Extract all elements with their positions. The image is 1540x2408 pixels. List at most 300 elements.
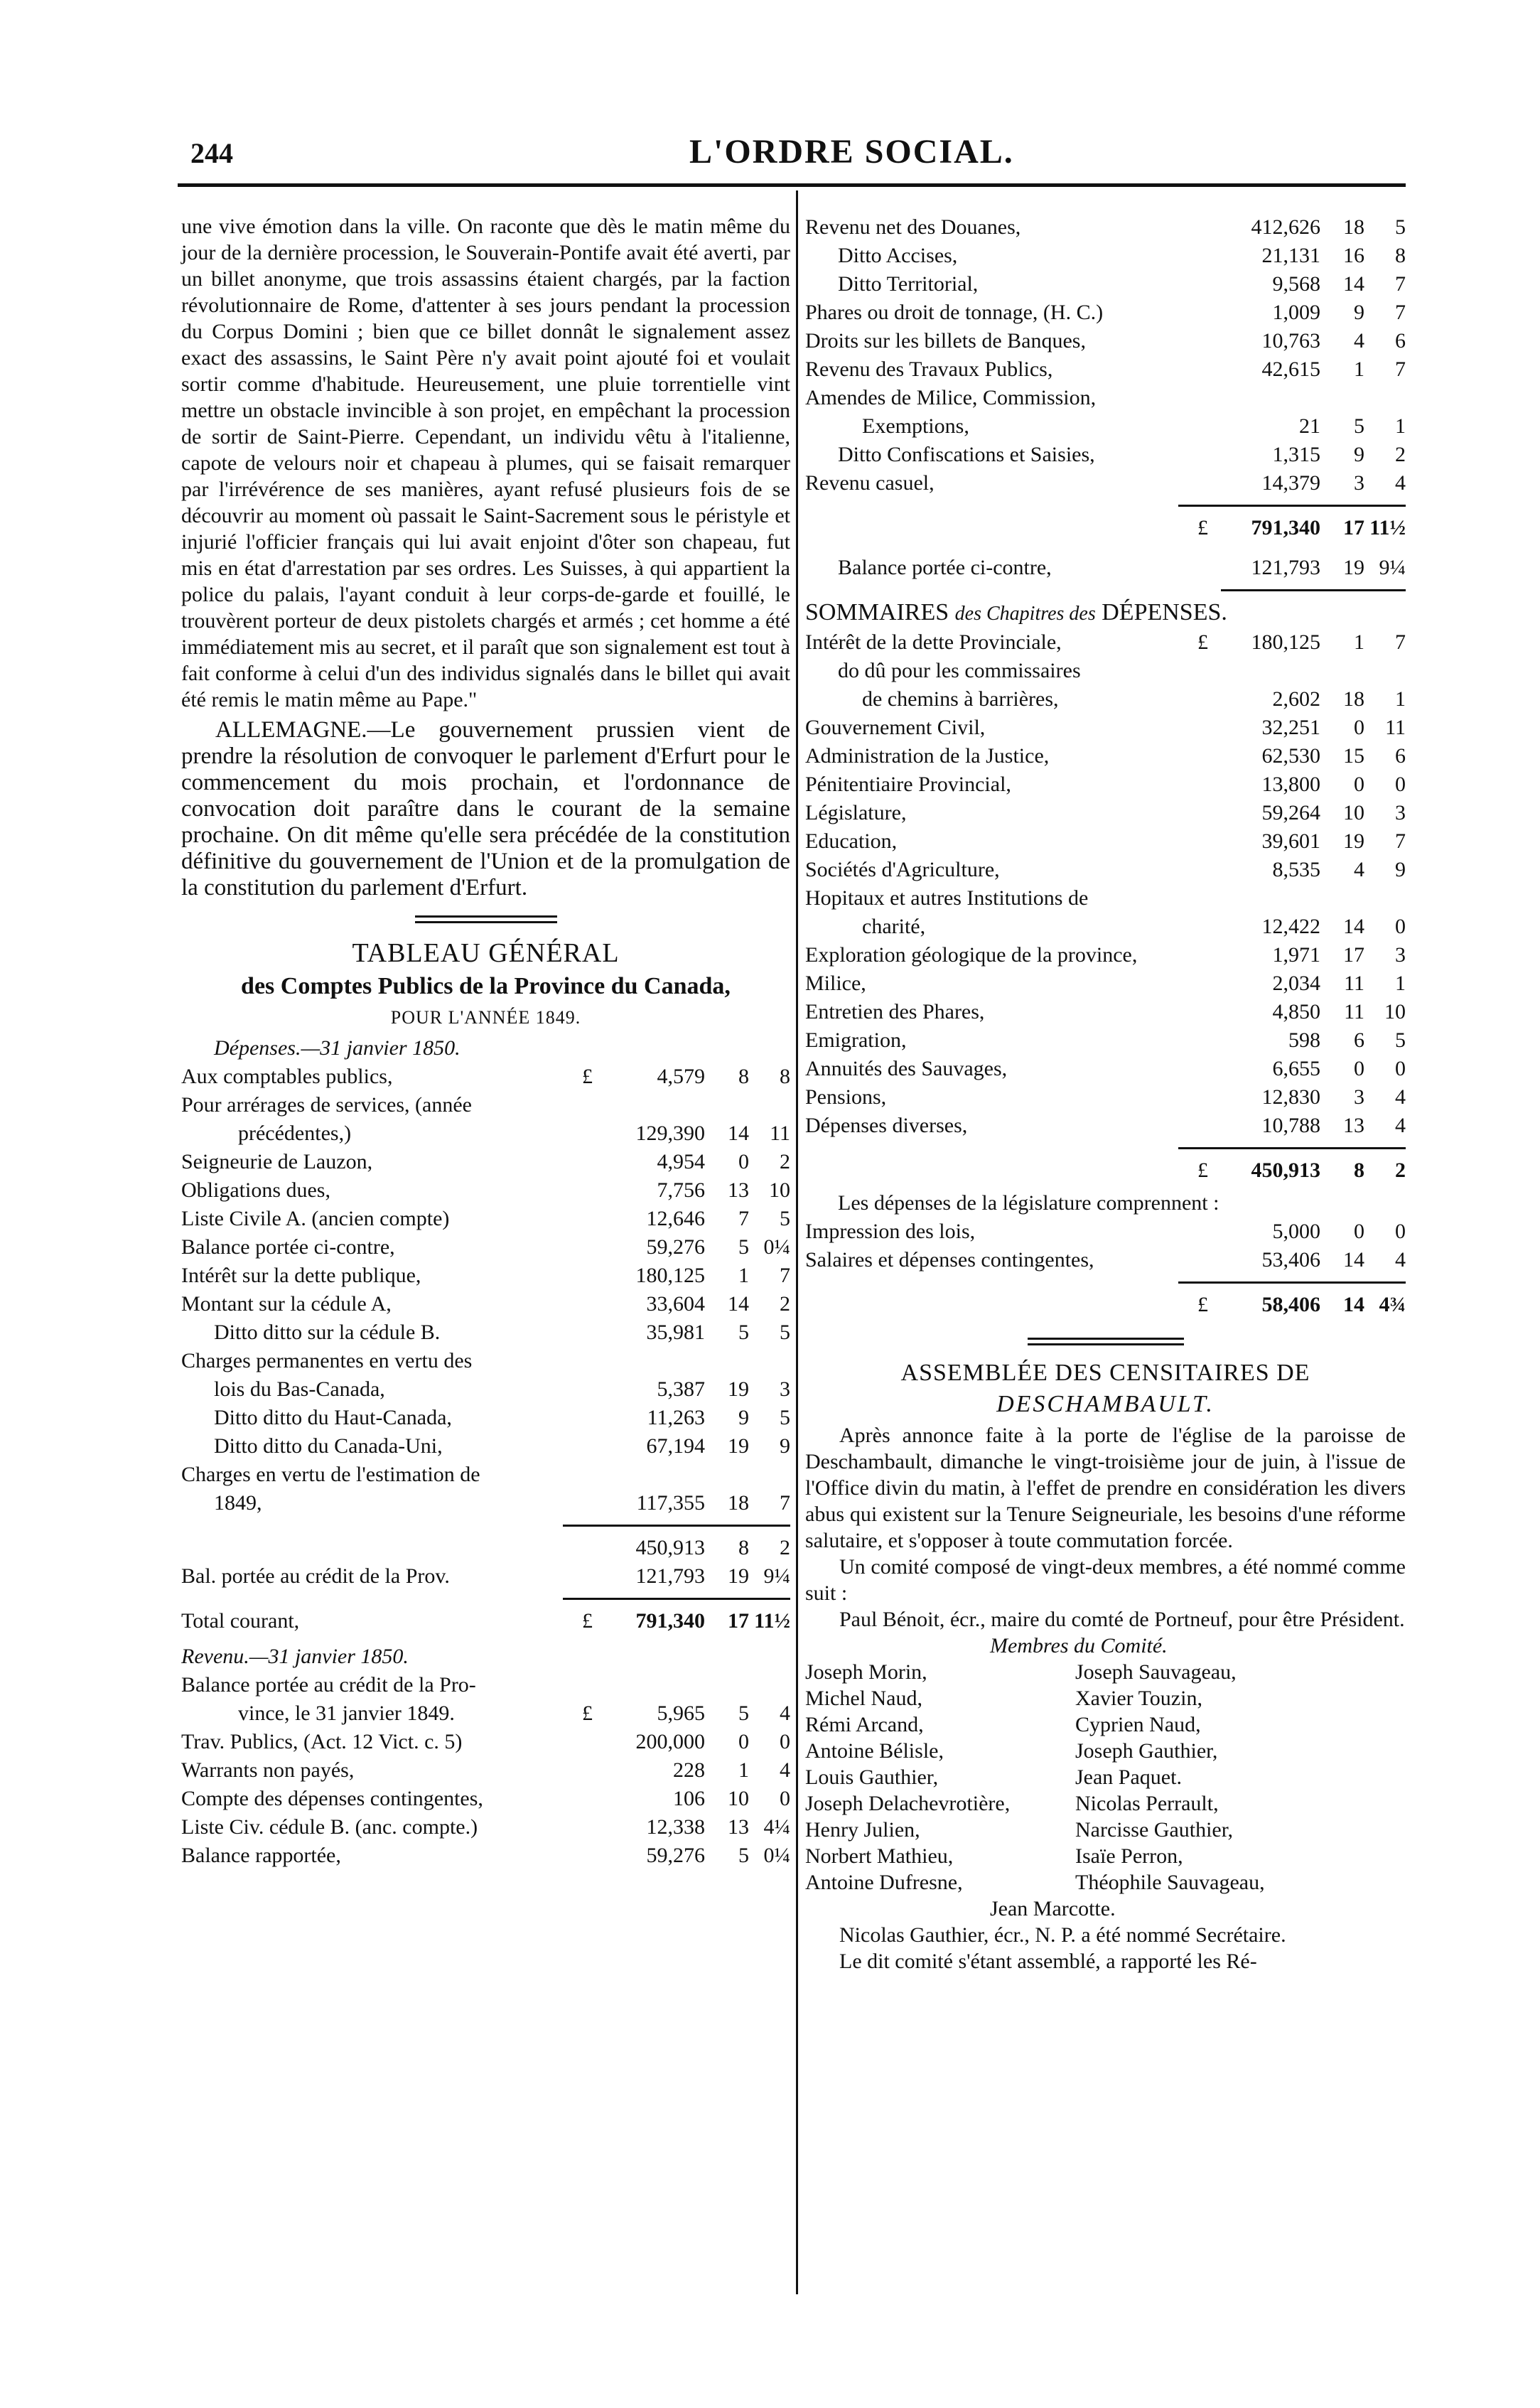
pounds-value: 4,954	[657, 1150, 705, 1173]
shillings-value: 0	[1354, 716, 1364, 739]
pounds-value: 180,125	[1251, 630, 1320, 654]
pounds-value: 39,601	[1261, 829, 1320, 853]
pounds-value: 2,602	[1272, 687, 1320, 711]
ledger-row	[805, 628, 1406, 657]
ledger-row	[181, 1489, 790, 1517]
ledger-row	[805, 299, 1406, 327]
pence-value: 8	[1395, 244, 1406, 267]
shillings-value: 14	[1343, 915, 1364, 938]
ledger-label: Gouvernement Civil,	[805, 716, 986, 739]
revenu-date-line: Revenu.—31 janvier 1850.	[181, 1645, 409, 1668]
shillings-value: 18	[1343, 215, 1364, 239]
shillings-value: 1	[738, 1758, 749, 1782]
members-list	[805, 1659, 1406, 1896]
ledger-label: charité,	[862, 915, 926, 938]
member-name: Cyprien Naud,	[1075, 1713, 1201, 1736]
ledger-row	[181, 1119, 790, 1148]
pence-value: 10	[769, 1178, 790, 1202]
pounds-value: 62,530	[1261, 744, 1320, 768]
currency-sign: £	[1197, 630, 1208, 654]
ledger-row	[805, 270, 1406, 299]
pence-value: 8	[780, 1065, 790, 1088]
ledger-label: Education,	[805, 829, 898, 853]
member-last: Jean Marcotte.	[990, 1897, 1116, 1920]
ledger-label: Ditto ditto du Canada-Uni,	[214, 1434, 443, 1458]
pounds-value: 1,315	[1272, 443, 1320, 466]
shillings-value: 16	[1343, 244, 1364, 267]
pence-value: 5	[780, 1406, 790, 1429]
ledger-label: Pensions,	[805, 1085, 887, 1109]
pounds-value: 12,646	[646, 1207, 705, 1230]
ledger-label: Revenu casuel,	[805, 471, 935, 495]
revenu-total-row: £ 791,340 17 11½	[1197, 516, 1406, 539]
sum-rule	[1178, 1281, 1406, 1284]
page-number: 244	[190, 137, 233, 169]
pence-value: 7	[1395, 829, 1406, 853]
tableau-year: POUR L'ANNÉE 1849.	[390, 1007, 581, 1028]
member-name: Joseph Delachevrotière,	[805, 1792, 1011, 1815]
shillings-value: 19	[728, 1377, 749, 1401]
ledger-label: Impression des lois,	[805, 1220, 976, 1243]
ledger-label: do dû pour les commissaires	[838, 659, 1081, 682]
ledger-label: Dépenses diverses,	[805, 1114, 968, 1137]
shillings-value: 0	[738, 1150, 749, 1173]
assembly-paragraph: Paul Bénoit, écr., maire du comté de Portneuf, pour être Président.	[839, 1608, 1405, 1631]
ledger-label: Ditto Confiscations et Saisies,	[838, 443, 1095, 466]
ledger-row	[805, 827, 1406, 856]
pounds-value: 1,971	[1272, 943, 1320, 967]
ledger-row	[805, 355, 1406, 384]
sum-rule	[1178, 1147, 1406, 1149]
shillings-value: 5	[738, 1321, 749, 1344]
pounds-value: 59,276	[646, 1235, 705, 1259]
ledger-row	[181, 1205, 790, 1233]
ledger-row	[805, 1112, 1406, 1140]
ledger-row	[805, 384, 1406, 412]
shillings-value: 7	[738, 1207, 749, 1230]
currency-sign: £	[582, 1702, 593, 1725]
sum-rule	[1178, 505, 1406, 507]
shillings-value: 3	[1354, 1085, 1364, 1109]
pence-value: 2	[780, 1150, 790, 1173]
ledger-row	[805, 1055, 1406, 1083]
ledger-label: Exploration géologique de la province,	[805, 943, 1138, 967]
ledger-label: Entretien des Phares,	[805, 1000, 985, 1023]
pounds-value: 12,830	[1261, 1085, 1320, 1109]
ledger-label: Revenu des Travaux Publics,	[805, 358, 1053, 381]
ledger-row	[805, 884, 1406, 913]
ledger-row	[805, 913, 1406, 941]
ledger-subtotal-row: 450,913 8 2	[635, 1536, 790, 1559]
assembly-paragraph: Après annonce faite à la porte de l'église de la paroisse de Deschambault, dimanche le vingt-troisième jour de juin, à l'issue de l'Office divin du matin, à l'effet de prendre en considération les divers abus qui existent sur la Tenure Seigneuriale, les besoins d'une réforme salutaire, et s'opposer à toute commutation forcée.	[805, 1424, 1406, 1552]
member-name: Isaïe Perron,	[1075, 1844, 1183, 1868]
ledger-row	[805, 799, 1406, 827]
page-header	[178, 133, 1406, 179]
assembly-title-place: DESCHAMBAULT.	[996, 1391, 1215, 1417]
pounds-value: 12,338	[646, 1815, 705, 1839]
shillings-value: 0	[1354, 1057, 1364, 1080]
ledger-row	[181, 1347, 790, 1375]
depenses-ledger	[181, 1034, 790, 1870]
pence-value: 9	[1395, 858, 1406, 881]
pounds-value: 33,604	[646, 1292, 705, 1316]
pounds-value: 67,194	[646, 1434, 705, 1458]
shillings-value: 14	[728, 1292, 749, 1316]
member-name: Antoine Dufresne,	[805, 1871, 963, 1894]
pounds-value: 6,655	[1272, 1057, 1320, 1080]
pence-value: 5	[780, 1321, 790, 1344]
pence-value: 0	[780, 1730, 790, 1753]
ledger-label: lois du Bas-Canada,	[214, 1377, 385, 1401]
pence-value: 0	[1395, 1057, 1406, 1080]
pence-value: 7	[1395, 301, 1406, 324]
pence-value: 2	[1395, 443, 1406, 466]
ledger-row	[805, 1218, 1406, 1246]
pounds-value: 10,788	[1261, 1114, 1320, 1137]
ledger-label: Milice,	[805, 972, 866, 995]
ledger-row	[805, 441, 1406, 469]
header-rule	[178, 183, 1406, 187]
pounds-value: 53,406	[1261, 1248, 1320, 1272]
assembly-paragraph: Un comité composé de vingt-deux membres, a été nommé comme suit :	[805, 1555, 1406, 1605]
ledger-row	[805, 998, 1406, 1026]
legislature-total-row: £ 58,406 14 4¾	[1197, 1293, 1406, 1316]
pence-value: 5	[1395, 215, 1406, 239]
ledger-row	[181, 1318, 790, 1347]
ledger-row	[181, 1785, 790, 1813]
ledger-label: Obligations dues,	[181, 1178, 330, 1202]
pounds-value: 9,568	[1272, 272, 1320, 296]
ledger-row	[805, 412, 1406, 441]
pounds-value: 180,125	[635, 1264, 705, 1287]
shillings-value: 6	[1354, 1028, 1364, 1052]
shillings-value: 17	[1343, 943, 1364, 967]
ledger-label: Montant sur la cédule A,	[181, 1292, 392, 1316]
ledger-label: précédentes,)	[238, 1122, 352, 1145]
ledger-row	[805, 242, 1406, 270]
ledger-label: Balance rapportée,	[181, 1844, 341, 1867]
ledger-row	[181, 1063, 790, 1091]
members-heading: Membres du Comité.	[990, 1634, 1168, 1657]
member-name: Antoine Bélisle,	[805, 1739, 944, 1763]
ledger-row	[805, 770, 1406, 799]
pence-value: 6	[1395, 329, 1406, 353]
ledger-row	[805, 742, 1406, 770]
ledger-row	[805, 685, 1406, 714]
ledger-label: Compte des dépenses contingentes,	[181, 1787, 483, 1810]
shillings-value: 9	[1354, 301, 1364, 324]
ledger-label: Annuités des Sauvages,	[805, 1057, 1008, 1080]
pence-value: 4	[780, 1702, 790, 1725]
section-rule	[1028, 1338, 1184, 1345]
pence-value: 1	[1395, 414, 1406, 438]
ledger-label: Ditto Territorial,	[838, 272, 979, 296]
pence-value: 4	[1395, 471, 1406, 495]
pence-value: 7	[780, 1264, 790, 1287]
shillings-value: 14	[1343, 1248, 1364, 1272]
page-title: L'ORDRE SOCIAL.	[689, 133, 1014, 171]
pounds-value: 200,000	[635, 1730, 705, 1753]
ledger-label: Trav. Publics, (Act. 12 Vict. c. 5)	[181, 1730, 463, 1753]
pence-value: 3	[1395, 943, 1406, 967]
shillings-value: 18	[728, 1491, 749, 1515]
pounds-value: 2,034	[1272, 972, 1320, 995]
pounds-value: 117,355	[636, 1491, 705, 1515]
pence-value: 9	[780, 1434, 790, 1458]
ledger-label: Revenu net des Douanes,	[805, 215, 1021, 239]
member-name: Louis Gauthier,	[805, 1765, 939, 1789]
pence-value: 4	[1395, 1248, 1406, 1272]
shillings-value: 8	[738, 1065, 749, 1088]
ledger-row	[805, 327, 1406, 355]
ledger-row	[805, 1246, 1406, 1274]
shillings-value: 1	[1354, 630, 1364, 654]
ledger-row	[181, 1290, 790, 1318]
member-name: Nicolas Perrault,	[1075, 1792, 1219, 1815]
member-name: Henry Julien,	[805, 1818, 920, 1842]
shillings-value: 15	[1343, 744, 1364, 768]
pence-value: 10	[1384, 1000, 1406, 1023]
ledger-label: Liste Civile A. (ancien compte)	[181, 1207, 450, 1230]
pounds-value: 21	[1299, 414, 1320, 438]
ledger-label: Sociétés d'Agriculture,	[805, 858, 1000, 881]
sommaires-heading: SOMMAIRES des Chapitres des DÉPENSES.	[805, 599, 1227, 625]
pounds-value: 11,263	[647, 1406, 705, 1429]
pence-value: 0	[780, 1787, 790, 1810]
member-name: Narcisse Gauthier,	[1075, 1818, 1234, 1842]
shillings-value: 10	[728, 1787, 749, 1810]
pounds-value: 35,981	[646, 1321, 705, 1344]
pounds-value: 59,276	[646, 1844, 705, 1867]
member-name: Théophile Sauvageau,	[1075, 1871, 1265, 1894]
tableau-subtitle: des Comptes Publics de la Province du Canada,	[241, 973, 731, 999]
ledger-row	[805, 969, 1406, 998]
shillings-value: 11	[1344, 972, 1364, 995]
shillings-value: 0	[738, 1730, 749, 1753]
right-column	[805, 213, 1406, 1974]
pence-value: 4	[1395, 1085, 1406, 1109]
ledger-label: Droits sur les billets de Banques,	[805, 329, 1086, 353]
pence-value: 0	[1395, 773, 1406, 796]
depenses-date-line: Dépenses.—31 janvier 1850.	[214, 1036, 461, 1060]
column-divider	[796, 190, 798, 2294]
member-name: Joseph Gauthier,	[1075, 1739, 1218, 1763]
pence-value: 5	[1395, 1028, 1406, 1052]
ledger-label: Charges permanentes en vertu des	[181, 1349, 473, 1372]
pounds-value: 13,800	[1261, 773, 1320, 796]
shillings-value: 11	[1344, 1000, 1364, 1023]
section-rule	[415, 915, 557, 923]
pence-value: 0¼	[763, 1844, 790, 1867]
pence-value: 7	[1395, 630, 1406, 654]
pence-value: 5	[780, 1207, 790, 1230]
shillings-value: 13	[1343, 1114, 1364, 1137]
balance-contre-row: Balance portée ci-contre, 121,793 19 9¼	[838, 556, 1406, 579]
legislature-intro: Les dépenses de la législature comprennent :	[838, 1191, 1219, 1215]
shillings-value: 14	[1343, 272, 1364, 296]
ledger-label: Liste Civ. cédule B. (anc. compte.)	[181, 1815, 478, 1839]
ledger-row	[805, 1083, 1406, 1112]
shillings-value: 5	[738, 1235, 749, 1259]
ledger-balance-row: Bal. portée au crédit de la Prov. 121,793 19 9¼	[181, 1564, 790, 1588]
pounds-value: 4,850	[1272, 1000, 1320, 1023]
allemagne-paragraph: ALLEMAGNE.—Le gouvernement prussien vient de prendre la résolution de convoquer le parlement d'Erfurt pour le commencement du mois prochain, et l'ordonnance de convocation doit paraître dans le courant de la semaine prochaine. On dit même qu'elle sera précédée de la constitution définitive du gouvernement de l'Union et de la promulgation de la constitution du parlement d'Erfurt.	[181, 717, 790, 901]
pounds-value: 5,387	[657, 1377, 705, 1401]
ledger-label: Législature,	[805, 801, 907, 824]
ledger-label: Aux comptables publics,	[181, 1065, 393, 1088]
pence-value: 0	[1395, 1220, 1406, 1243]
member-name: Michel Naud,	[805, 1687, 922, 1710]
shillings-value: 5	[738, 1844, 749, 1867]
pence-value: 3	[1395, 801, 1406, 824]
shillings-value: 10	[1343, 801, 1364, 824]
ledger-label: Emigration,	[805, 1028, 907, 1052]
ledger-row	[181, 1699, 790, 1728]
ledger-row	[181, 1262, 790, 1290]
ledger-row	[805, 657, 1406, 685]
member-name: Xavier Touzin,	[1075, 1687, 1202, 1710]
ledger-row	[181, 1233, 790, 1262]
shillings-value: 5	[1354, 414, 1364, 438]
ledger-label: Ditto ditto sur la cédule B.	[214, 1321, 441, 1344]
member-name: Joseph Morin,	[805, 1660, 927, 1684]
shillings-value: 4	[1354, 858, 1364, 881]
ledger-row	[805, 213, 1406, 242]
pence-value: 0¼	[763, 1235, 790, 1259]
pence-value: 2	[780, 1292, 790, 1316]
ledger-label: Ditto ditto du Haut-Canada,	[214, 1406, 452, 1429]
shillings-value: 18	[1343, 687, 1364, 711]
ledger-label: 1849,	[214, 1491, 262, 1515]
left-column	[181, 213, 790, 1870]
shillings-value: 0	[1354, 773, 1364, 796]
pence-value: 3	[780, 1377, 790, 1401]
rome-article-paragraph: une vive émotion dans la ville. On raconte que dès le matin même du jour de la dernière procession, le Souverain-Pontife avait été averti, par un billet anonyme, que trois assassins étaient chargés, par la faction révolutionnaire de Rome, d'attenter à ses jours pendant la procession du Corpus Domini ; bien que ce billet donnât le signalement assez exact des assassins, le Saint Père n'y avait point ajouté foi et voulait sortir comme d'habitude. Heureusement, une pluie torrentielle vint mettre un obstacle invincible à son projet, en empêchant la procession de sortir de Saint-Pierre. Cependant, un individu vêtu à l'italienne, capote de velours noir et chapeau à plumes, qui se faisait remarquer par l'irrévérence de ses manières, ayant refusé plusieurs fois de se découvrir au moment où passait le Saint-Sacrement sous le péristyle et injurié l'officier français qui lui avait enjoint d'ôter son chapeau, fut mis en état d'arrestation par ses ordres. Les Suisses, à qui appartient la police du palais, l'ayant conduit à leur corps-de-garde et fouillé, le trouvèrent porteur de deux pistolets chargés et armés ; cet homme a été immédiatement mis au secret, et il paraît que son signalement est tout à fait conforme à celui d'un des individus signalés dans le billet qui avait été remis le matin même au Pape."	[181, 215, 790, 711]
ledger-label: de chemins à barrières,	[862, 687, 1059, 711]
ledger-row	[805, 469, 1406, 498]
pence-value: 0	[1395, 915, 1406, 938]
pounds-value: 14,379	[1261, 471, 1320, 495]
ledger-row	[181, 1404, 790, 1432]
ledger-row	[805, 714, 1406, 742]
pounds-value: 8,535	[1272, 858, 1320, 881]
shillings-value: 9	[738, 1406, 749, 1429]
ledger-label: Salaires et dépenses contingentes,	[805, 1248, 1094, 1272]
ledger-row	[181, 1671, 790, 1699]
member-name: Rémi Arcand,	[805, 1713, 924, 1736]
pounds-value: 32,251	[1261, 716, 1320, 739]
ledger-label: Hopitaux et autres Institutions de	[805, 886, 1089, 910]
shillings-value: 19	[728, 1434, 749, 1458]
currency-sign: £	[582, 1065, 593, 1088]
sum-rule	[563, 1525, 790, 1527]
pounds-value: 129,390	[635, 1122, 705, 1145]
pence-value: 4	[1395, 1114, 1406, 1137]
ledger-label: Exemptions,	[862, 414, 969, 438]
shillings-value: 3	[1354, 471, 1364, 495]
ledger-label: Administration de la Justice,	[805, 744, 1050, 768]
pounds-value: 42,615	[1261, 358, 1320, 381]
ledger-label: Intérêt de la dette Provinciale,	[805, 630, 1062, 654]
pence-value: 11	[1385, 716, 1406, 739]
ledger-row	[181, 1728, 790, 1756]
ledger-row	[181, 1842, 790, 1870]
shillings-value: 13	[728, 1815, 749, 1839]
tableau-title: TABLEAU GÉNÉRAL	[352, 938, 620, 968]
ledger-total-row: Total courant, £ 791,340 17 11½	[181, 1609, 790, 1633]
member-name: Jean Paquet.	[1075, 1765, 1182, 1789]
ledger-label: Warrants non payés,	[181, 1758, 355, 1782]
pounds-value: 59,264	[1261, 801, 1320, 824]
shillings-value: 1	[738, 1264, 749, 1287]
pounds-value: 106	[673, 1787, 705, 1810]
shillings-value: 19	[1343, 829, 1364, 853]
pounds-value: 228	[673, 1758, 705, 1782]
ledger-row	[181, 1813, 790, 1842]
ledger-row	[181, 1148, 790, 1176]
shillings-value: 9	[1354, 443, 1364, 466]
revenu-ledger	[805, 213, 1406, 1319]
ledger-label: Pénitentiaire Provincial,	[805, 773, 1011, 796]
ledger-label: Amendes de Milice, Commission,	[805, 386, 1097, 409]
pounds-value: 10,763	[1261, 329, 1320, 353]
ledger-row	[805, 856, 1406, 884]
pence-value: 7	[780, 1491, 790, 1515]
shillings-value: 13	[728, 1178, 749, 1202]
ledger-label: Intérêt sur la dette publique,	[181, 1264, 421, 1287]
ledger-row	[805, 1026, 1406, 1055]
assembly-paragraph: Le dit comité s'étant assemblé, a rapporté les Ré-	[839, 1950, 1257, 1973]
ledger-label: Pour arrérages de services, (année	[181, 1093, 472, 1117]
assembly-title: ASSEMBLÉE DES CENSITAIRES DE	[900, 1360, 1310, 1386]
pounds-value: 598	[1288, 1028, 1320, 1052]
shillings-value: 14	[728, 1122, 749, 1145]
ledger-row	[181, 1091, 790, 1119]
shillings-value: 1	[1354, 358, 1364, 381]
pence-value: 7	[1395, 272, 1406, 296]
assembly-paragraph: Nicolas Gauthier, écr., N. P. a été nommé Secrétaire.	[839, 1923, 1286, 1947]
ledger-row	[805, 941, 1406, 969]
ledger-label: Balance portée au crédit de la Pro-	[181, 1673, 476, 1697]
pence-value: 11	[770, 1122, 790, 1145]
pounds-value: 5,965	[657, 1702, 705, 1725]
shillings-value: 4	[1354, 329, 1364, 353]
depense-total-row: £ 450,913 8 2	[1197, 1159, 1406, 1182]
sum-rule	[1221, 589, 1406, 591]
pounds-value: 12,422	[1261, 915, 1320, 938]
ledger-label: Balance portée ci-contre,	[181, 1235, 395, 1259]
pence-value: 6	[1395, 744, 1406, 768]
member-name: Joseph Sauvageau,	[1075, 1660, 1237, 1684]
sum-rule	[563, 1598, 790, 1600]
pounds-value: 412,626	[1251, 215, 1320, 239]
pounds-value: 4,579	[657, 1065, 705, 1088]
pence-value: 4	[780, 1758, 790, 1782]
pounds-value: 5,000	[1272, 1220, 1320, 1243]
ledger-label: Ditto Accises,	[838, 244, 958, 267]
pence-value: 7	[1395, 358, 1406, 381]
ledger-row	[181, 1375, 790, 1404]
pounds-value: 21,131	[1261, 244, 1320, 267]
shillings-value: 0	[1354, 1220, 1364, 1243]
ledger-label: vince, le 31 janvier 1849.	[238, 1702, 455, 1725]
ledger-label: Seigneurie de Lauzon,	[181, 1150, 373, 1173]
ledger-row	[181, 1176, 790, 1205]
ledger-row	[181, 1756, 790, 1785]
pence-value: 4¼	[763, 1815, 790, 1839]
ledger-label: Phares ou droit de tonnage, (H. C.)	[805, 301, 1104, 324]
pounds-value: 7,756	[657, 1178, 705, 1202]
